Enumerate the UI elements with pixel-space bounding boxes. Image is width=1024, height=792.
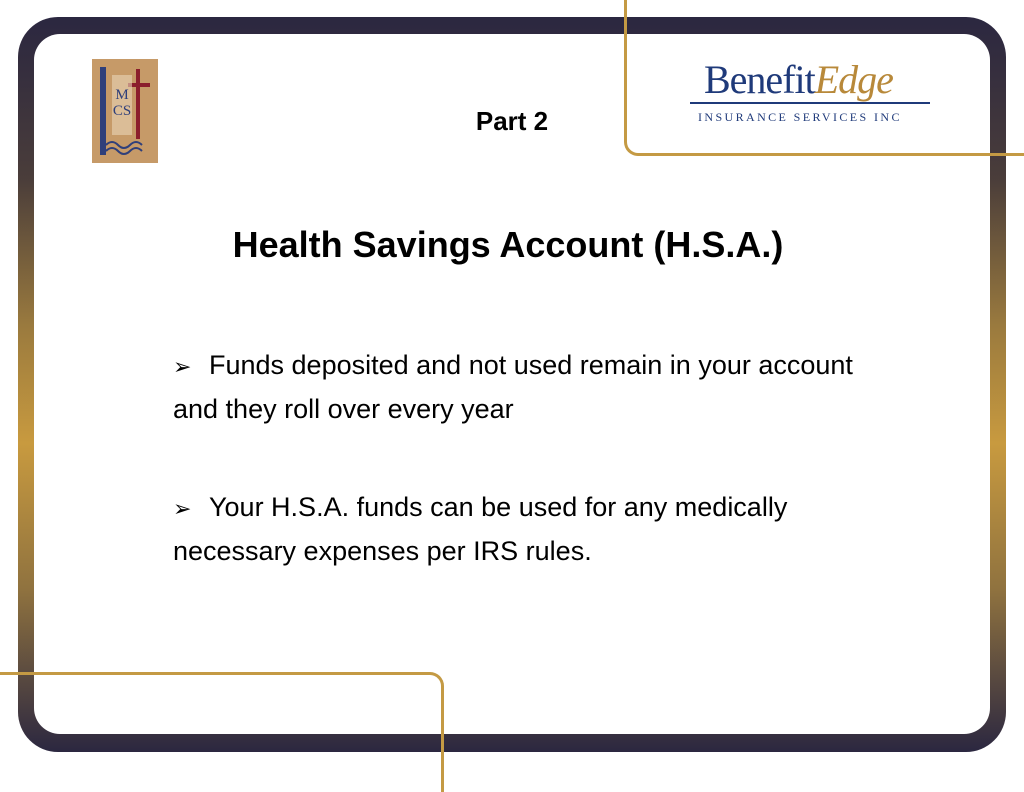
gold-accent-bottom-left bbox=[0, 672, 444, 792]
bullet-text: Your H.S.A. funds can be used for any medically necessary expenses per IRS rules. bbox=[173, 492, 788, 566]
bullet-item bbox=[173, 486, 893, 572]
arrow-bullet-icon: ➢ bbox=[173, 496, 192, 521]
benefitedge-subtitle: INSURANCE SERVICES INC bbox=[698, 110, 902, 124]
bullet-item bbox=[173, 344, 893, 430]
part-label: Part 2 bbox=[475, 106, 549, 136]
benefitedge-wordmark bbox=[704, 58, 893, 102]
bullet-list bbox=[173, 344, 893, 628]
bullet-text: Funds deposited and not used remain in your account and they roll over every year bbox=[173, 350, 853, 424]
arrow-bullet-icon: ➢ bbox=[173, 354, 192, 379]
benefitedge-rule bbox=[690, 102, 930, 104]
mcs-logo-text: MCS bbox=[112, 87, 132, 119]
benefitedge-word-benefit: Benefit bbox=[704, 57, 815, 102]
benefitedge-word-edge: Edge bbox=[814, 57, 893, 102]
slide-title: Health Savings Account (H.S.A.) bbox=[232, 224, 784, 265]
